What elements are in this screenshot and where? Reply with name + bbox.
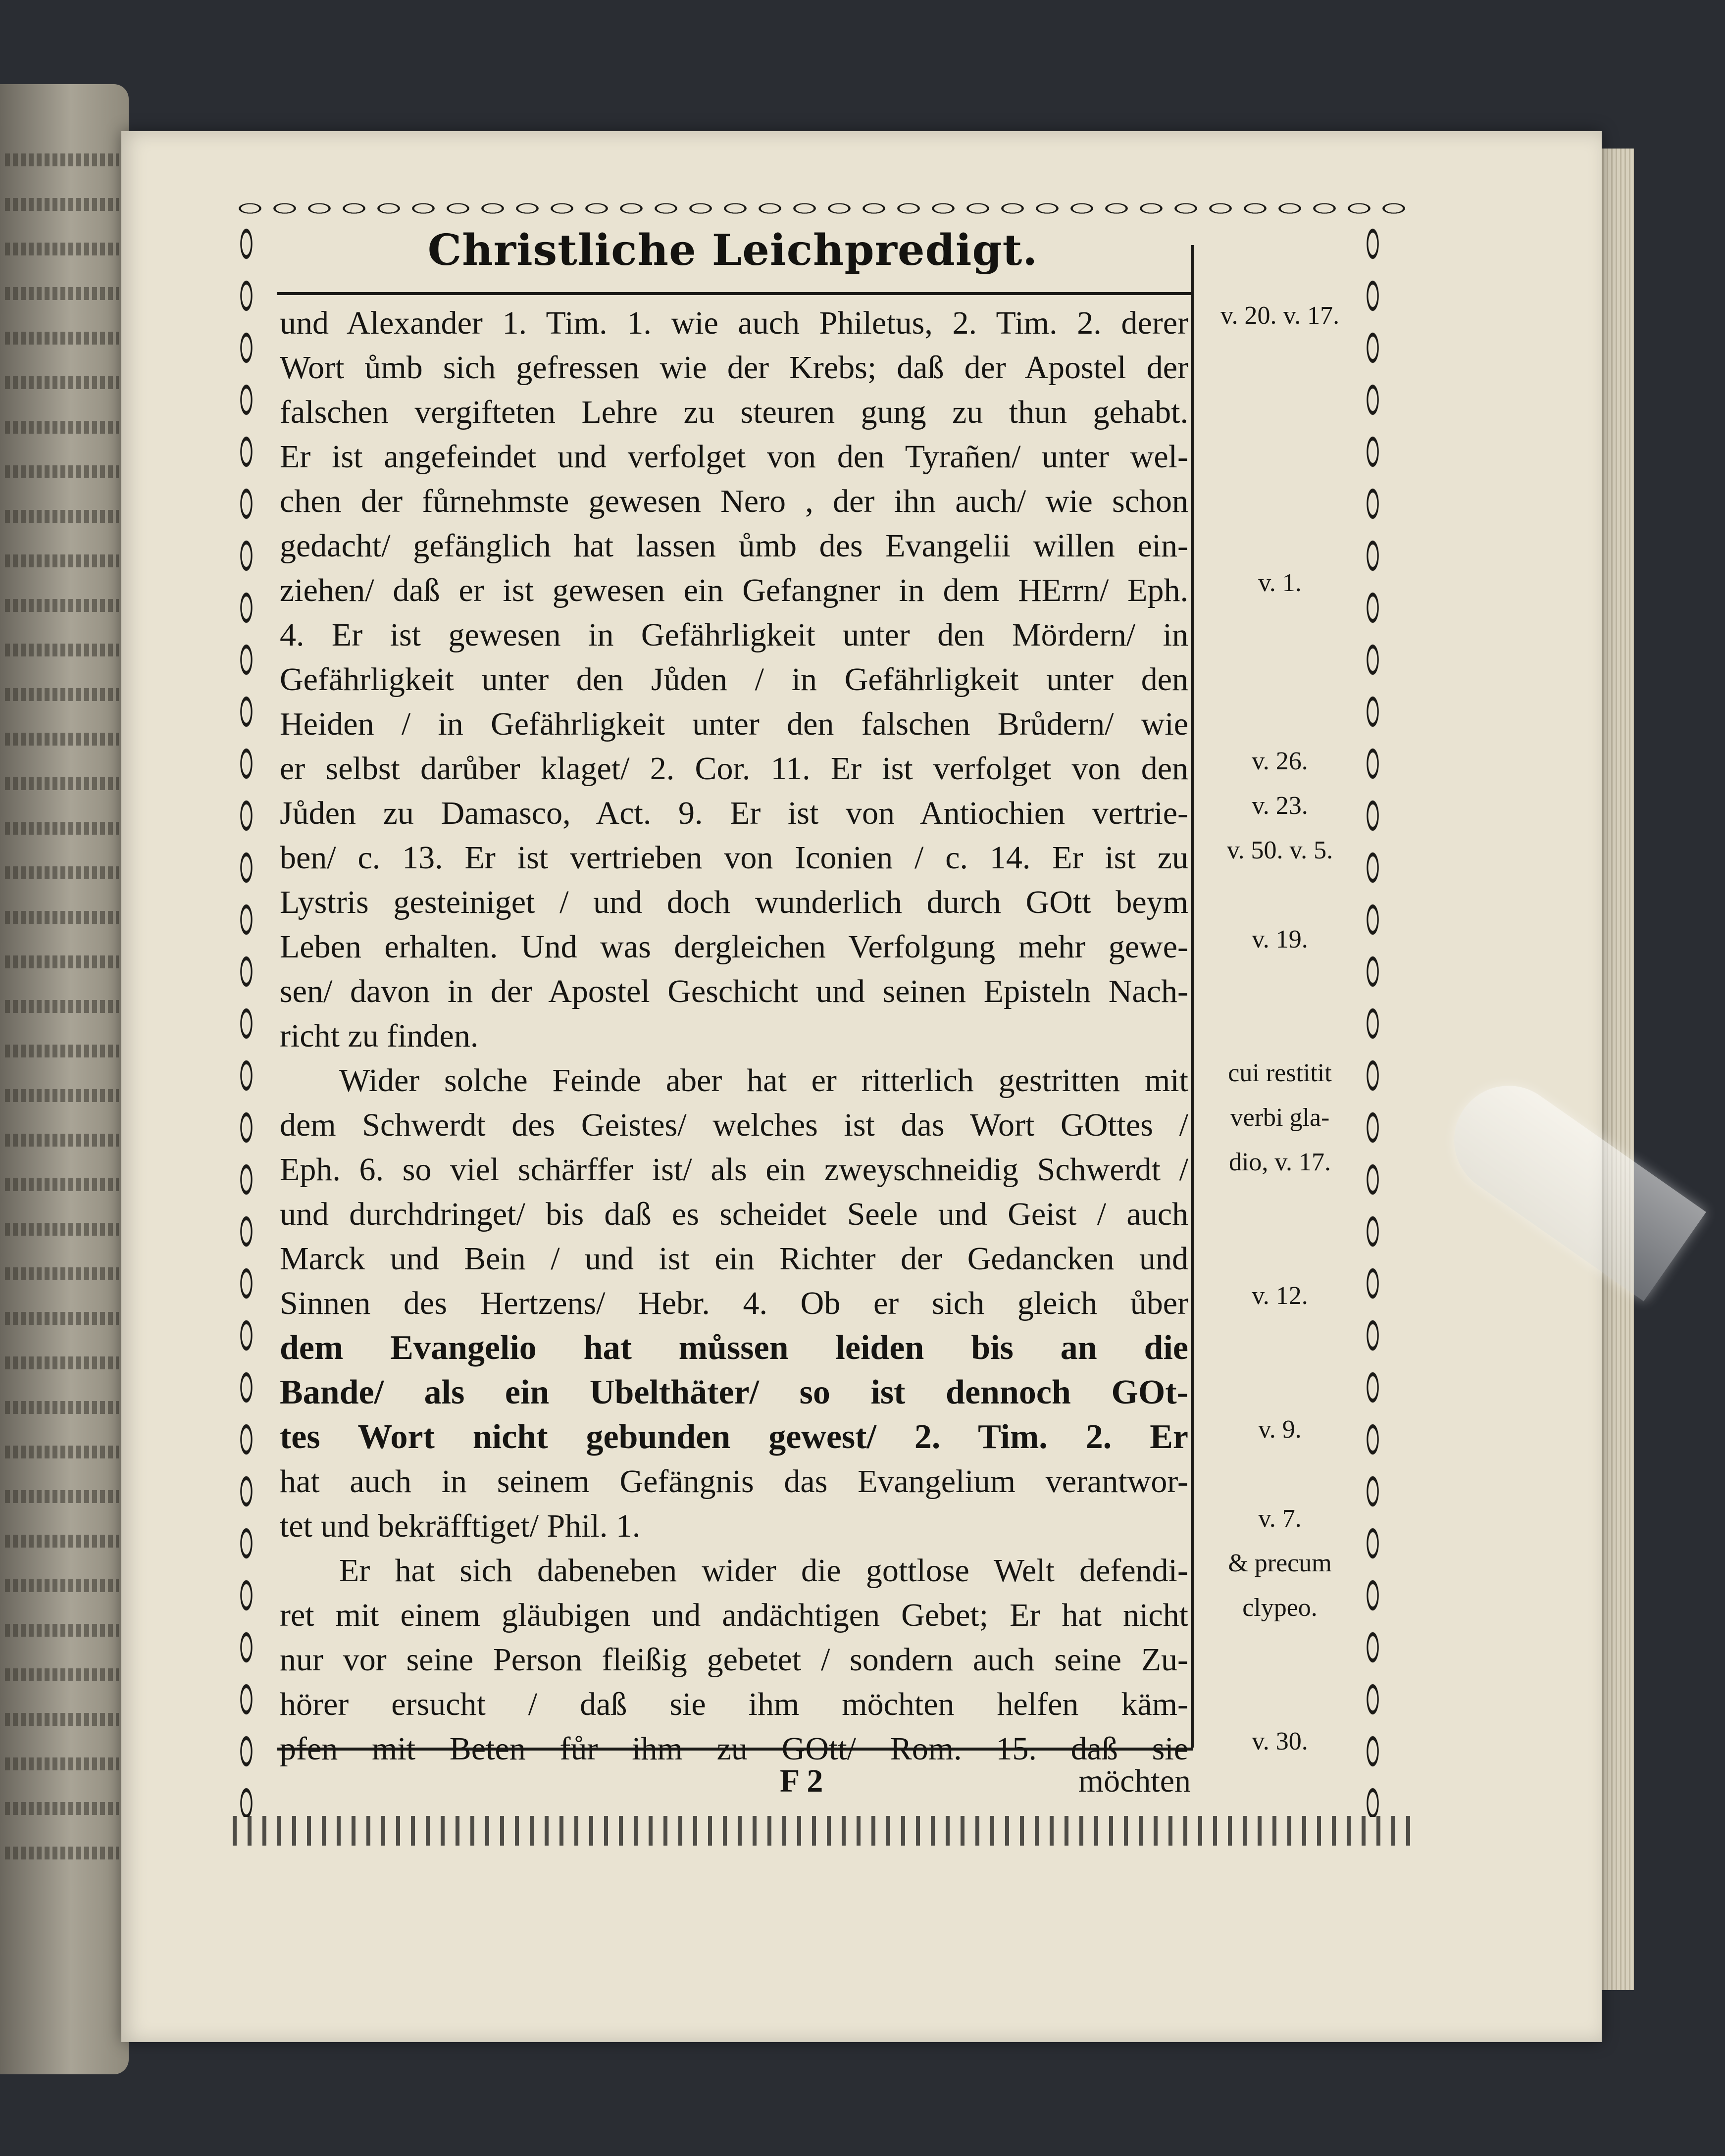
text-line: tet und bekräfftiget/ Phil. 1. xyxy=(280,1508,641,1544)
text-line: Wider solche Feinde aber hat er ritterlich gestritten mit xyxy=(339,1062,1188,1099)
text-line: chen der fůrnehmste gewesen Nero , der ihn auch/ wie schon xyxy=(280,483,1188,519)
text-line: Lystris gesteiniget / und doch wunderlich durch GOtt beym xyxy=(280,884,1188,920)
text-line: pfen mit Beten fůr ihm zu GOtt/ Rom. 15. daß sie xyxy=(280,1731,1188,1767)
text-line: 4. Er ist gewesen in Gefährligkeit unter den Mördern/ in xyxy=(280,617,1188,653)
margin-note: v. 26. xyxy=(1252,747,1308,775)
margin-note: v. 1. xyxy=(1258,569,1302,597)
running-title: Christliche Leichpredigt. xyxy=(427,225,1038,275)
text-line: dem Evangelio hat můssen leiden bis an die xyxy=(280,1329,1188,1367)
header-rule xyxy=(277,292,1193,295)
text-line: Wort ůmb sich gefressen wie der Krebs; daß der Apostel der xyxy=(280,350,1188,386)
text-line: hat auch in seinem Gefängnis das Evangelium verantwor- xyxy=(280,1463,1188,1500)
text-line: Marck und Bein / und ist ein Richter der Gedancken und xyxy=(280,1241,1188,1277)
text-line: er selbst darůber klaget/ 2. Cor. 11. Er ist verfolget von den xyxy=(280,751,1188,787)
text-line: Sinnen des Hertzens/ Hebr. 4. Ob er sich gleich ůber xyxy=(280,1285,1188,1321)
margin-note: v. 12. xyxy=(1252,1282,1308,1310)
text-line: Leben erhalten. Und was dergleichen Verfolgung mehr gewe- xyxy=(280,929,1188,965)
ornamental-border-right xyxy=(1359,218,1386,1817)
facing-page-edge xyxy=(0,84,129,2074)
ornamental-border-bottom xyxy=(233,1816,1411,1846)
text-line: falschen vergifteten Lehre zu steuren gung zu thun gehabt. xyxy=(280,394,1188,430)
margin-note: v. 7. xyxy=(1258,1504,1302,1533)
margin-note: v. 9. xyxy=(1258,1415,1302,1444)
text-line: Gefährligkeit unter den Jůden / in Gefährligkeit unter den xyxy=(280,661,1188,698)
page-block-edge xyxy=(1599,149,1634,1990)
margin-note: & precum xyxy=(1228,1549,1332,1577)
ornamental-border-top xyxy=(233,198,1411,219)
text-line: sen/ davon in der Apostel Geschicht und seinen Episteln Nach- xyxy=(280,973,1188,1009)
text-line: nur vor seine Person fleißig gebetet / sondern auch seine Zu- xyxy=(280,1642,1188,1678)
text-line: Er hat sich dabeneben wider die gottlose Welt defendi- xyxy=(339,1553,1188,1589)
signature-mark: F 2 xyxy=(780,1763,823,1799)
text-line: Bande/ als ein Ubelthäter/ so ist dennoch GOt- xyxy=(280,1373,1188,1411)
margin-note: v. 23. xyxy=(1252,792,1308,820)
margin-note: clypeo. xyxy=(1242,1594,1318,1622)
text-line: Heiden / in Gefährligkeit unter den falschen Brůdern/ wie xyxy=(280,706,1188,742)
text-line: ret mit einem gläubigen und andächtigen Gebet; Er hat nicht xyxy=(280,1597,1188,1633)
text-line: und Alexander 1. Tim. 1. wie auch Philetus, 2. Tim. 2. derer xyxy=(280,305,1188,341)
margin-note: v. 30. xyxy=(1252,1727,1308,1755)
text-line: ziehen/ daß er ist gewesen ein Gefangner in dem HErrn/ Eph. xyxy=(280,572,1188,608)
margin-note: v. 50. v. 5. xyxy=(1226,836,1333,864)
body-text xyxy=(280,301,1188,1771)
margin-column-rule xyxy=(1191,245,1194,1748)
margin-note: dio, v. 17. xyxy=(1228,1148,1331,1176)
text-line: und durchdringet/ bis daß es scheidet Seele und Geist / auch xyxy=(280,1196,1188,1232)
text-line: gedacht/ gefänglich hat lassen ůmb des Evangelii willen ein- xyxy=(280,528,1188,564)
text-line: Er ist angefeindet und verfolget von den Tyrañen/ unter wel- xyxy=(280,439,1188,475)
margin-note: verbi gla- xyxy=(1230,1103,1330,1132)
text-line: richt zu finden. xyxy=(280,1018,479,1054)
text-line: Jůden zu Damasco, Act. 9. Er ist von Antiochien vertrie- xyxy=(280,795,1188,831)
text-line: tes Wort nicht gebunden gewest/ 2. Tim. 2. Er xyxy=(280,1418,1188,1456)
catchword: möchten xyxy=(1078,1763,1191,1799)
text-line: hörer ersucht / daß sie ihm möchten helfen käm- xyxy=(280,1686,1188,1722)
text-line: ben/ c. 13. Er ist vertrieben von Iconien / c. 14. Er ist zu xyxy=(280,840,1188,876)
text-line: dem Schwerdt des Geistes/ welches ist das Wort GOttes / xyxy=(280,1107,1188,1143)
margin-note: cui restitit xyxy=(1228,1059,1332,1087)
margin-note: v. 20. v. 17. xyxy=(1220,301,1340,330)
ornamental-border-left xyxy=(233,218,260,1817)
text-line: Eph. 6. so viel schärffer ist/ als ein zweyschneidig Schwerdt / xyxy=(280,1152,1188,1188)
margin-note: v. 19. xyxy=(1252,925,1308,953)
page-footer xyxy=(280,1762,1191,1807)
